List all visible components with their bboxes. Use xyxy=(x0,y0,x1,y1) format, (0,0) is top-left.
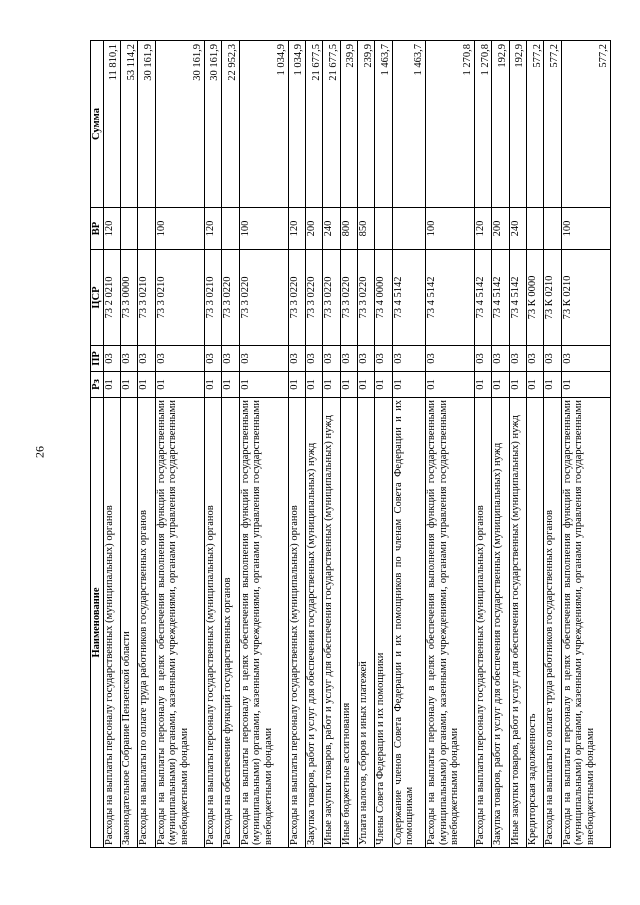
cell-vr: 120 xyxy=(475,208,492,250)
cell-csr: 73 3 0220 xyxy=(340,250,357,346)
cell-vr xyxy=(121,208,138,250)
cell-rz: 01 xyxy=(288,372,305,398)
cell-sum: 577,2 xyxy=(544,41,561,208)
cell-pr: 03 xyxy=(425,346,474,372)
cell-sum: 192,9 xyxy=(509,41,526,208)
cell-sum: 22 952,3 xyxy=(222,41,239,208)
table-row xyxy=(392,41,425,848)
cell-csr: 73 2 0210 xyxy=(103,250,120,346)
cell-pr: 03 xyxy=(392,346,425,372)
cell-pr: 03 xyxy=(323,346,340,372)
header-csr: ЦСР xyxy=(91,250,104,346)
cell-pr: 03 xyxy=(492,346,509,372)
cell-vr: 100 xyxy=(561,208,610,250)
cell-name: Расходы на выплаты персоналу государственных (муниципальных) органов xyxy=(475,398,492,848)
cell-name: Расходы на выплаты персоналу государственных (муниципальных) органов xyxy=(103,398,120,848)
header-pr: ПР xyxy=(91,346,104,372)
table-row xyxy=(306,41,323,848)
cell-pr: 03 xyxy=(121,346,138,372)
cell-pr: 03 xyxy=(358,346,375,372)
cell-rz: 01 xyxy=(340,372,357,398)
cell-sum: 53 114,2 xyxy=(121,41,138,208)
cell-rz: 01 xyxy=(138,372,155,398)
cell-sum: 577,2 xyxy=(561,41,610,208)
cell-csr: 73 3 0220 xyxy=(288,250,305,346)
cell-name: Расходы на выплаты по оплате труда работников государственных органов xyxy=(138,398,155,848)
cell-rz: 01 xyxy=(306,372,323,398)
cell-csr: 73 3 0220 xyxy=(358,250,375,346)
cell-rz: 01 xyxy=(425,372,474,398)
cell-name: Расходы на выплаты персоналу государственных (муниципальных) органов xyxy=(288,398,305,848)
cell-pr: 03 xyxy=(306,346,323,372)
cell-pr: 03 xyxy=(544,346,561,372)
cell-csr: 73 К 0000 xyxy=(527,250,544,346)
cell-name: Расходы на выплаты персоналу в целях обеспечения выполнения функций государственными (муниципальными) органами, казенными учреждениями, органами управления государственными внебюджетными фондами xyxy=(239,398,288,848)
cell-csr: 73 3 0220 xyxy=(306,250,323,346)
cell-rz: 01 xyxy=(492,372,509,398)
cell-csr: 73 4 5142 xyxy=(492,250,509,346)
cell-vr: 120 xyxy=(103,208,120,250)
cell-csr: 73 3 0000 xyxy=(121,250,138,346)
cell-pr: 03 xyxy=(155,346,204,372)
cell-vr: 100 xyxy=(239,208,288,250)
cell-rz: 01 xyxy=(121,372,138,398)
cell-name: Расходы на выплаты персоналу государственных (муниципальных) органов xyxy=(204,398,221,848)
cell-rz: 01 xyxy=(375,372,392,398)
table-row xyxy=(475,41,492,848)
cell-vr xyxy=(222,208,239,250)
cell-name: Члены Совета Федерации и их помощники xyxy=(375,398,392,848)
cell-rz: 01 xyxy=(155,372,204,398)
cell-pr: 03 xyxy=(561,346,610,372)
cell-pr: 03 xyxy=(509,346,526,372)
cell-name: Закупка товаров, работ и услуг для обеспечения государственных (муниципальных) нужд xyxy=(492,398,509,848)
table-row xyxy=(121,41,138,848)
cell-name: Иные бюджетные ассигнования xyxy=(340,398,357,848)
cell-name: Расходы на выплаты персоналу в целях обеспечения выполнения функций государственными (муниципальными) органами, казенными учреждениями, органами управления государственными внебюджетными фондами xyxy=(155,398,204,848)
cell-csr: 73 3 0220 xyxy=(222,250,239,346)
cell-csr: 73 3 0210 xyxy=(155,250,204,346)
cell-vr: 120 xyxy=(288,208,305,250)
cell-vr: 100 xyxy=(155,208,204,250)
cell-pr: 03 xyxy=(103,346,120,372)
cell-sum: 1 034,9 xyxy=(239,41,288,208)
cell-name: Иные закупки товаров, работ и услуг для обеспечения государственных (муниципальных) нужд xyxy=(509,398,526,848)
cell-csr: 73 4 5142 xyxy=(509,250,526,346)
table-row xyxy=(155,41,204,848)
cell-vr: 120 xyxy=(204,208,221,250)
cell-vr xyxy=(138,208,155,250)
cell-pr: 03 xyxy=(475,346,492,372)
table-row xyxy=(288,41,305,848)
cell-name: Расходы на выплаты по оплате труда работников государственных органов xyxy=(544,398,561,848)
cell-csr: 73 3 0210 xyxy=(204,250,221,346)
cell-sum: 1 270,8 xyxy=(475,41,492,208)
table-body xyxy=(103,41,610,848)
cell-rz: 01 xyxy=(561,372,610,398)
cell-vr: 100 xyxy=(425,208,474,250)
table-row xyxy=(375,41,392,848)
cell-pr: 03 xyxy=(222,346,239,372)
table-row xyxy=(561,41,610,848)
cell-rz: 01 xyxy=(392,372,425,398)
page-number: 26 xyxy=(32,446,47,458)
cell-name: Расходы на выплаты персоналу в целях обеспечения выполнения функций государственными (муниципальными) органами, казенными учреждениями, органами управления государственными внебюджетными фондами xyxy=(425,398,474,848)
cell-name: Закупка товаров, работ и услуг для обеспечения государственных (муниципальных) нужд xyxy=(306,398,323,848)
cell-pr: 03 xyxy=(204,346,221,372)
cell-vr: 240 xyxy=(323,208,340,250)
cell-csr: 73 4 0000 xyxy=(375,250,392,346)
table-row xyxy=(544,41,561,848)
cell-sum: 239,9 xyxy=(340,41,357,208)
table-row xyxy=(323,41,340,848)
cell-sum: 577,2 xyxy=(527,41,544,208)
table-row xyxy=(358,41,375,848)
header-rz: Рз xyxy=(91,372,104,398)
cell-vr xyxy=(527,208,544,250)
cell-name: Расходы на обеспечение функций государственных органов xyxy=(222,398,239,848)
cell-pr: 03 xyxy=(340,346,357,372)
cell-vr: 850 xyxy=(358,208,375,250)
cell-csr: 73 3 0210 xyxy=(138,250,155,346)
cell-vr: 240 xyxy=(509,208,526,250)
cell-sum: 1 034,9 xyxy=(288,41,305,208)
cell-sum: 30 161,9 xyxy=(155,41,204,208)
cell-csr: 73 3 0220 xyxy=(239,250,288,346)
cell-vr: 200 xyxy=(306,208,323,250)
cell-pr: 03 xyxy=(288,346,305,372)
table-row xyxy=(222,41,239,848)
cell-name: Расходы на выплаты персоналу в целях обеспечения выполнения функций государственными (муниципальными) органами, казенными учреждениями, органами управления государственными внебюджетными фондами xyxy=(561,398,610,848)
header-sum: Сумма xyxy=(91,41,104,208)
cell-rz: 01 xyxy=(475,372,492,398)
cell-name: Уплата налогов, сборов и иных платежей xyxy=(358,398,375,848)
cell-name: Иные закупки товаров, работ и услуг для обеспечения государственных (муниципальных) нужд xyxy=(323,398,340,848)
table-header-row xyxy=(91,41,104,848)
cell-vr: 200 xyxy=(492,208,509,250)
cell-csr: 73 3 0220 xyxy=(323,250,340,346)
cell-sum: 30 161,9 xyxy=(204,41,221,208)
cell-sum: 21 677,5 xyxy=(306,41,323,208)
table-row xyxy=(425,41,474,848)
cell-csr: 73 К 0210 xyxy=(561,250,610,346)
cell-rz: 01 xyxy=(358,372,375,398)
cell-csr: 73 К 0210 xyxy=(544,250,561,346)
cell-pr: 03 xyxy=(375,346,392,372)
cell-name: Содержание членов Совета Федерации и их помощников по членам Совета Федерации и их помощникам xyxy=(392,398,425,848)
cell-csr: 73 4 5142 xyxy=(392,250,425,346)
cell-csr: 73 4 5142 xyxy=(475,250,492,346)
table-row xyxy=(527,41,544,848)
budget-table xyxy=(90,40,611,848)
cell-sum: 1 463,7 xyxy=(392,41,425,208)
cell-vr xyxy=(375,208,392,250)
cell-sum: 1 270,8 xyxy=(425,41,474,208)
table-row xyxy=(509,41,526,848)
cell-rz: 01 xyxy=(544,372,561,398)
table-row xyxy=(492,41,509,848)
cell-name: Законодательное Собрание Пензенской области xyxy=(121,398,138,848)
cell-rz: 01 xyxy=(323,372,340,398)
cell-rz: 01 xyxy=(509,372,526,398)
cell-sum: 21 677,5 xyxy=(323,41,340,208)
table-row xyxy=(103,41,120,848)
table-row xyxy=(204,41,221,848)
cell-pr: 03 xyxy=(239,346,288,372)
cell-csr: 73 4 5142 xyxy=(425,250,474,346)
cell-sum: 1 463,7 xyxy=(375,41,392,208)
cell-vr: 800 xyxy=(340,208,357,250)
cell-name: Кредиторская задолженность xyxy=(527,398,544,848)
cell-rz: 01 xyxy=(103,372,120,398)
cell-sum: 30 161,9 xyxy=(138,41,155,208)
table-row xyxy=(138,41,155,848)
cell-sum: 11 810,1 xyxy=(103,41,120,208)
header-vr: ВР xyxy=(91,208,104,250)
table-row xyxy=(239,41,288,848)
cell-sum: 192,9 xyxy=(492,41,509,208)
budget-table-rotated xyxy=(90,41,611,848)
cell-rz: 01 xyxy=(222,372,239,398)
cell-vr xyxy=(544,208,561,250)
cell-rz: 01 xyxy=(239,372,288,398)
table-row xyxy=(340,41,357,848)
cell-rz: 01 xyxy=(204,372,221,398)
cell-pr: 03 xyxy=(138,346,155,372)
cell-pr: 03 xyxy=(527,346,544,372)
cell-rz: 01 xyxy=(527,372,544,398)
cell-sum: 239,9 xyxy=(358,41,375,208)
cell-vr xyxy=(392,208,425,250)
header-name: Наименование xyxy=(91,398,104,848)
